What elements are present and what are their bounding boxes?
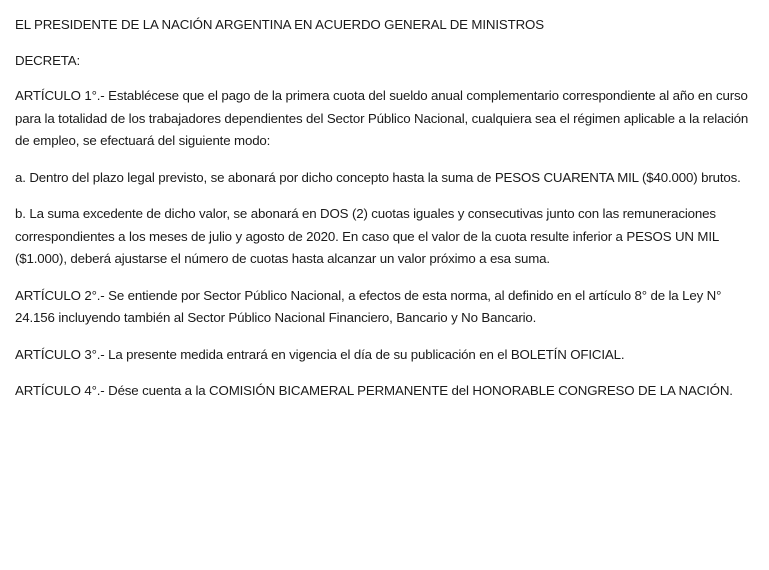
- article-1-item-b: b. La suma excedente de dicho valor, se abonará en DOS (2) cuotas iguales y consecutivas junto con las remuneraciones correspondientes a los meses de julio y agosto de 2020. En caso que el valor de la cuota resulte inferior a PESOS UN MIL ($1.000), deberá ajustarse el número de cuotas hasta alcanzar un valor próximo a esa suma.: [15, 206, 719, 266]
- article-4: ARTÍCULO 4°.- Dése cuenta a la COMISIÓN BICAMERAL PERMANENTE del HONORABLE CONGRESO DE LA NACIÓN.: [15, 383, 733, 398]
- article-1: ARTÍCULO 1°.- Establécese que el pago de la primera cuota del sueldo anual complementario correspondiente al año en curso para la totalidad de los trabajadores dependientes del Sector Público Nacional, cualquiera sea el régimen aplicable a la relación de empleo, se efectuará del siguiente modo:: [15, 88, 749, 148]
- decree-header: EL PRESIDENTE DE LA NACIÓN ARGENTINA EN ACUERDO GENERAL DE MINISTROS: [15, 17, 544, 32]
- article-2: ARTÍCULO 2°.- Se entiende por Sector Público Nacional, a efectos de esta norma, al definido en el artículo 8° de la Ley N° 24.156 incluyendo también al Sector Público Nacional Financiero, Bancario y No Bancario.: [15, 287, 722, 325]
- article-1-item-a: a. Dentro del plazo legal previsto, se abonará por dicho concepto hasta la suma de PESOS CUARENTA MIL ($40.000) brutos.: [15, 169, 741, 185]
- decreta-label: DECRETA:: [15, 52, 81, 68]
- article-3: ARTÍCULO 3°.- La presente medida entrará en vigencia el día de su publicación en el BOLETÍN OFICIAL.: [15, 346, 625, 362]
